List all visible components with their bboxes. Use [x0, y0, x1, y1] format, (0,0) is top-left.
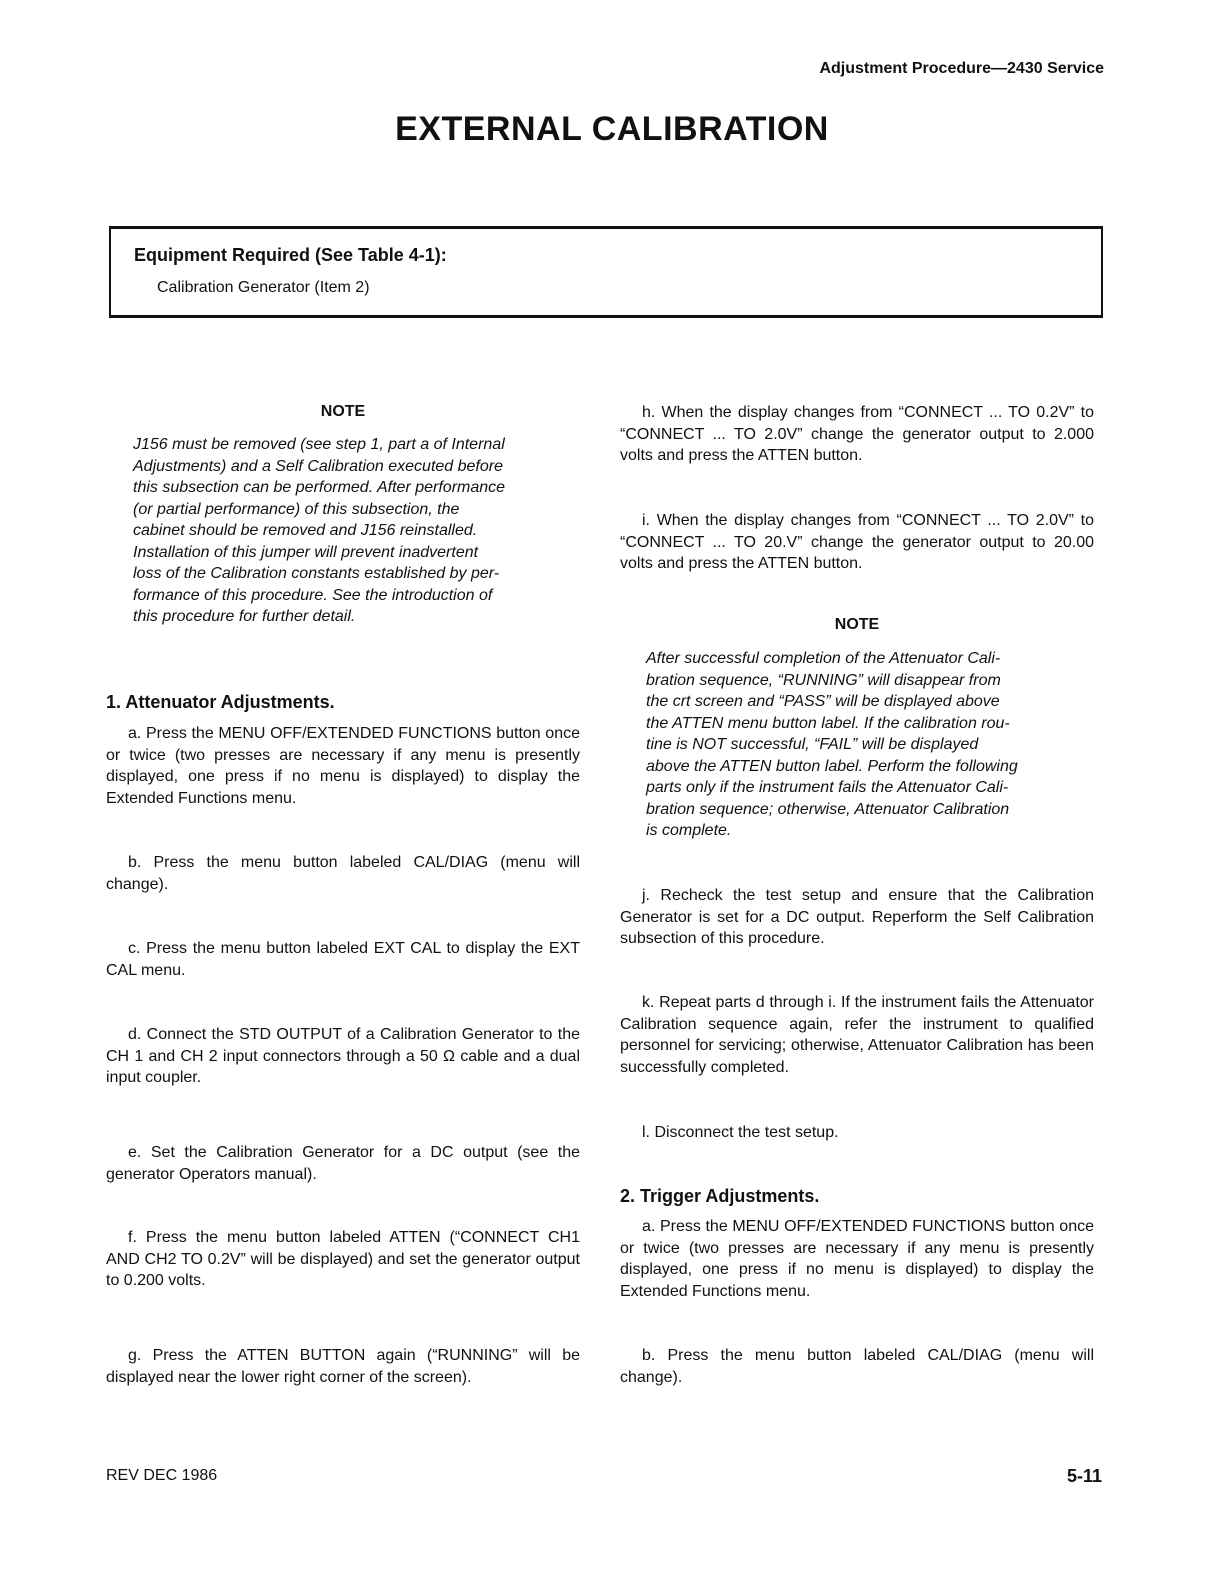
left-note-line: Adjustments) and a Self Calibration executed before [133, 457, 503, 475]
step-1a: a. Press the MENU OFF/EXTENDED FUNCTIONS button once or twice (two presses are necessary if any menu is presently displayed, one press if no menu is displayed) to display the Extended Functions menu. [106, 725, 580, 807]
right-note-body [646, 648, 1074, 842]
right-note-line: the crt screen and “PASS” will be displayed above [646, 693, 1000, 710]
step-1g: g. Press the ATTEN BUTTON again (“RUNNING” will be displayed near the lower right corner of the screen). [106, 1347, 580, 1386]
step-1j: j. Recheck the test setup and ensure that the Calibration Generator is set for a DC output. Reperform the Self Calibration subsection of this procedure. [620, 887, 1094, 947]
step-1c: c. Press the menu button labeled EXT CAL to display the EXT CAL menu. [106, 940, 580, 979]
right-note-line: is complete. [646, 822, 732, 839]
left-note-line: this subsection can be performed. After performance [133, 479, 506, 496]
right-note-line: above the ATTEN button label. Perform the following [646, 757, 1018, 775]
equipment-item: Calibration Generator (Item 2) [157, 279, 370, 296]
section-heading-attenuator: 1. Attenuator Adjustments. [106, 692, 335, 712]
step-1b: b. Press the menu button labeled CAL/DIAG (menu will change). [106, 854, 580, 893]
left-note-line: loss of the Calibration constants established by per- [133, 565, 500, 582]
step-1f: f. Press the menu button labeled ATTEN (“CONNECT CH1 AND CH2 TO 0.2V” will be displayed) and set the generator output to 0.200 volts. [106, 1229, 580, 1289]
right-note-line: bration sequence, “RUNNING” will disappear from [646, 671, 1001, 689]
equipment-required-box [109, 226, 1103, 318]
right-note-heading: NOTE [834, 616, 880, 633]
right-note-line: tine is NOT successful, “FAIL” will be displayed [646, 736, 979, 753]
step-1k: k. Repeat parts d through i. If the instrument fails the Attenuator Calibration sequence again, refer the instrument to qualified personnel for servicing; otherwise, Attenuator Calibration has been successfully completed. [620, 994, 1094, 1076]
right-note-line: After successful completion of the Attenuator Cali- [646, 650, 1001, 667]
right-note-line: the ATTEN menu button label. If the calibration rou- [646, 714, 1010, 732]
right-note-line: parts only if the instrument fails the Attenuator Cali- [646, 779, 1009, 796]
page-title: EXTERNAL CALIBRATION [395, 110, 829, 148]
step-1l: l. Disconnect the test setup. [642, 1124, 839, 1141]
revision-date: REV DEC 1986 [106, 1467, 218, 1484]
step-1h: h. When the display changes from “CONNECT ... TO 0.2V” to “CONNECT ... TO 2.0V” change the generator output to 2.000 volts and press the ATTEN button. [620, 404, 1094, 464]
page-number: 5-11 [1066, 1466, 1102, 1486]
step-1d: d. Connect the STD OUTPUT of a Calibration Generator to the CH 1 and CH 2 input connectors through a 50 Ω cable and a dual input coupler. [106, 1026, 580, 1086]
equipment-heading: Equipment Required (See Table 4-1): [134, 245, 447, 265]
left-note-line: formance of this procedure. See the introduction of [133, 586, 493, 604]
left-note-line: Installation of this jumper will prevent inadvertent [133, 543, 479, 561]
left-note-heading: NOTE [320, 403, 366, 420]
left-note-line: (or partial performance) of this subsection, the [133, 500, 460, 518]
step-1e: e. Set the Calibration Generator for a DC output (see the generator Operators manual). [106, 1144, 580, 1183]
step-2a: a. Press the MENU OFF/EXTENDED FUNCTIONS button once or twice (two presses are necessary if any menu is presently displayed, one press if no menu is displayed) to display the Extended Functions menu. [620, 1218, 1094, 1300]
running-head: Adjustment Procedure—2430 Service [819, 60, 1104, 77]
left-note-body [133, 434, 561, 628]
left-note-line: this procedure for further detail. [133, 608, 356, 625]
step-1i: i. When the display changes from “CONNECT ... TO 2.0V” to “CONNECT ... TO 20.V” change the generator output to 20.00 volts and press the ATTEN button. [620, 512, 1094, 572]
step-2b: b. Press the menu button labeled CAL/DIAG (menu will change). [620, 1347, 1094, 1386]
right-note-line: bration sequence; otherwise, Attenuator Calibration [646, 800, 1010, 818]
left-note-line: cabinet should be removed and J156 reinstalled. [133, 522, 478, 539]
section-heading-trigger: 2. Trigger Adjustments. [620, 1186, 820, 1206]
left-note-line: J156 must be removed (see step 1, part a of Internal [133, 436, 505, 453]
